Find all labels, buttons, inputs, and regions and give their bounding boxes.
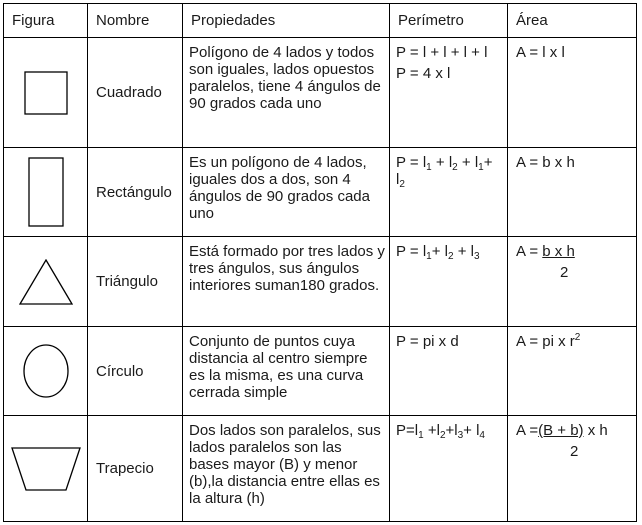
perimeter-part: + l <box>453 243 474 260</box>
shape-area: A = l x l <box>508 38 637 148</box>
perimeter-part: + l <box>396 154 493 188</box>
perimeter-sub: 2 <box>439 430 446 441</box>
table-row <box>4 416 637 522</box>
area-denominator: 2 <box>570 443 579 460</box>
perimeter-sub: 1 <box>418 430 424 441</box>
figure-cell <box>4 148 88 237</box>
perimeter-part: P = l <box>396 243 427 260</box>
perimeter-part: + l <box>431 154 453 171</box>
shape-properties: Polígono de 4 lados y todos son iguales, lados opuestos paralelos, tiene 4 ángulos de 90 grados cada uno <box>183 38 390 148</box>
area-part: A = pi x r <box>516 333 575 350</box>
shape-perimeter <box>390 416 508 522</box>
trapezoid-shape <box>11 447 81 491</box>
area-denominator: 2 <box>560 264 569 281</box>
figure-cell <box>4 327 88 416</box>
perimeter-line: P = 4 x l <box>396 65 451 82</box>
perimeter-sub: 3 <box>457 430 464 441</box>
shape-area <box>508 416 637 522</box>
area-part: A = <box>516 243 543 260</box>
figure-cell <box>4 237 88 327</box>
perimeter-sub: 2 <box>452 162 458 173</box>
header-figura: Figura <box>4 4 88 38</box>
header-row <box>4 4 637 38</box>
table-row <box>4 38 637 148</box>
geometry-table <box>3 3 637 522</box>
perimeter-part: + l <box>463 422 480 439</box>
perimeter-sub: 2 <box>399 179 405 190</box>
perimeter-sub: 1 <box>426 251 432 262</box>
shape-name: Triángulo <box>88 237 183 327</box>
header-propiedades: Propiedades <box>183 4 390 38</box>
circle-shape <box>23 344 69 398</box>
table-row <box>4 327 637 416</box>
figure-cell <box>4 416 88 522</box>
perimeter-sub: 1 <box>426 162 432 173</box>
header-area: Área <box>508 4 637 38</box>
area-exponent: 2 <box>574 332 581 343</box>
square-shape <box>24 71 68 115</box>
perimeter-part: +l <box>423 422 440 439</box>
shape-properties: Está formado por tres lados y tres ángulos, sus ángulos interiores suman180 grados. <box>183 237 390 327</box>
shape-perimeter <box>390 38 508 148</box>
header-perimetro: Perímetro <box>390 4 508 38</box>
perimeter-sub: 1 <box>478 162 484 173</box>
shape-name: Rectángulo <box>88 148 183 237</box>
figure-cell <box>4 38 88 148</box>
shape-name: Círculo <box>88 327 183 416</box>
shape-name: Trapecio <box>88 416 183 522</box>
area-numerator: b x h <box>542 243 575 260</box>
triangle-shape <box>19 259 73 305</box>
shape-properties: Conjunto de puntos cuya distancia al centro siempre es la misma, es una curva cerrada simple <box>183 327 390 416</box>
shape-area <box>508 237 637 327</box>
shape-properties: Dos lados son paralelos, sus lados paralelos son las bases mayor (B) y menor (b),la distancia entre ellas es la altura (h) <box>183 416 390 522</box>
shape-perimeter <box>390 148 508 237</box>
shape-name: Cuadrado <box>88 38 183 148</box>
shape-properties: Es un polígono de 4 lados, iguales dos a dos, son 4 ángulos de 90 grados cada uno <box>183 148 390 237</box>
perimeter-sub: 4 <box>479 430 485 441</box>
rectangle-shape <box>28 157 64 227</box>
perimeter-part: + l <box>431 243 448 260</box>
header-nombre: Nombre <box>88 4 183 38</box>
perimeter-part: P=l <box>396 422 419 439</box>
table-row <box>4 148 637 237</box>
table-row <box>4 237 637 327</box>
perimeter-sub: 2 <box>448 251 454 262</box>
shape-area: A = b x h <box>508 148 637 237</box>
perimeter-part: P = l <box>396 154 427 171</box>
shape-area <box>508 327 637 416</box>
area-numerator: (B + b) <box>538 422 584 439</box>
shape-perimeter: P = pi x d <box>390 327 508 416</box>
perimeter-part: + l <box>457 154 479 171</box>
perimeter-part: +l <box>445 422 458 439</box>
perimeter-sub: 3 <box>474 251 480 262</box>
perimeter-line: P = l + l + l + l <box>396 44 488 61</box>
area-part: A = <box>516 422 539 439</box>
area-part: x h <box>583 422 608 439</box>
shape-perimeter <box>390 237 508 327</box>
